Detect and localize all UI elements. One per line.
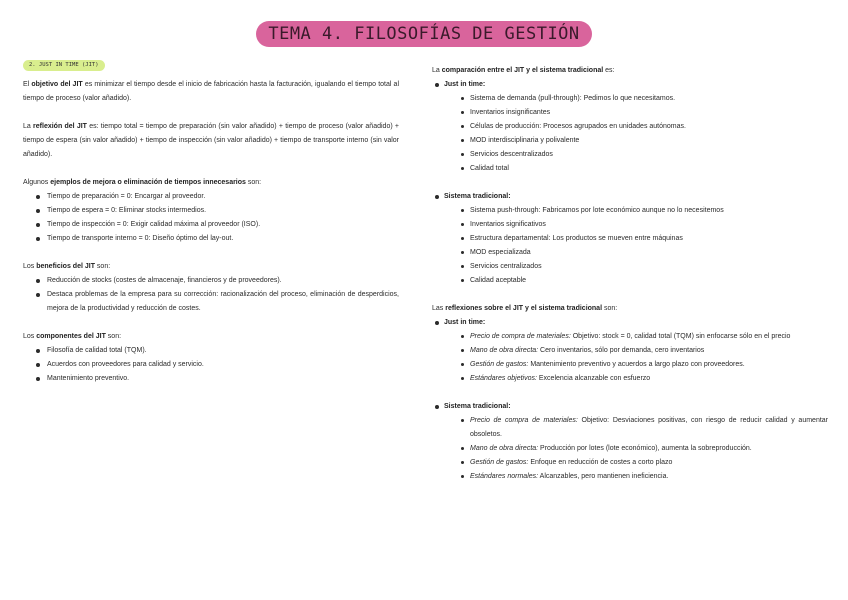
list-item: Células de producción: Procesos agrupados en unidades autónomas. bbox=[458, 120, 828, 134]
list-item: Gestión de gastos: Mantenimiento preventivo y acuerdos a largo plazo con proveedores. bbox=[458, 358, 828, 372]
list-item: Servicios descentralizados bbox=[458, 148, 828, 162]
jit-items bbox=[458, 92, 828, 176]
jit-label: Just in time: bbox=[444, 81, 486, 88]
list-item: Tiempo de transporte interno = 0: Diseño óptimo del lay-out. bbox=[23, 232, 399, 246]
comparison-intro: La comparación entre el JIT y el sistema tradicional es: bbox=[432, 67, 615, 74]
list-item: Acuerdos con proveedores para calidad y servicio. bbox=[23, 358, 399, 372]
right-column bbox=[432, 64, 828, 484]
traditional-list bbox=[432, 190, 828, 288]
jit2-label: Just in time: bbox=[444, 319, 486, 326]
list-item: Mano de obra directa: Cero inventarios, sólo por demanda, cero inventarios bbox=[458, 344, 828, 358]
list-item: Gestión de gastos: Enfoque en reducción de costes a corto plazo bbox=[458, 456, 828, 470]
trad2-items bbox=[458, 414, 828, 484]
list-item: MOD interdisciplinaria y polivalente bbox=[458, 134, 828, 148]
examples-intro: Algunos ejemplos de mejora o eliminación de tiempos innecesarios son: bbox=[23, 179, 262, 186]
list-item: Tiempo de inspección = 0: Exigir calidad máxima al proveedor (ISO). bbox=[23, 218, 399, 232]
list-item: Calidad total bbox=[458, 162, 828, 176]
list-item: Calidad aceptable bbox=[458, 274, 828, 288]
comparison-list bbox=[432, 78, 828, 176]
list-item: Sistema de demanda (pull-through): Pedimos lo que necesitamos. bbox=[458, 92, 828, 106]
trad2-label: Sistema tradicional: bbox=[444, 403, 511, 410]
section-tag: 2. JUST IN TIME (JIT) bbox=[23, 60, 105, 71]
traditional-label: Sistema tradicional: bbox=[444, 193, 511, 200]
title-wrapper bbox=[0, 21, 848, 47]
list-item: Servicios centralizados bbox=[458, 260, 828, 274]
jit2-items bbox=[458, 330, 828, 386]
benefits-list bbox=[23, 274, 399, 316]
list-item bbox=[432, 316, 828, 386]
list-item: Destaca problemas de la empresa para su corrección: racionalización del proceso, eliminación de desperdicios, mejora de la productividad y reducción de costes. bbox=[23, 288, 399, 316]
jit-reflection-paragraph: La reflexión del JIT es: tiempo total = tiempo de preparación (sin valor añadido) + tiempo de proceso (valor añadido) + tiempo de espera (sin valor añadido) + tiempo de inspección (sin valor añadido) + tiempo de transporte interno (sin valor añadido). bbox=[23, 123, 400, 158]
page-title: TEMA 4. FILOSOFÍAS DE GESTIÓN bbox=[256, 21, 591, 47]
jit-objective-paragraph: El objetivo del JIT es minimizar el tiempo desde el inicio de fabricación hasta la facturación, igualando el tiempo total al tiempo de proceso (valor añadido). bbox=[23, 81, 400, 102]
components-intro: Los componentes del JIT son: bbox=[23, 333, 122, 340]
list-item: Reducción de stocks (costes de almacenaje, financieros y de proveedores). bbox=[23, 274, 399, 288]
list-item bbox=[432, 78, 828, 176]
benefits-intro: Los beneficios del JIT son: bbox=[23, 263, 111, 270]
components-list bbox=[23, 344, 399, 386]
list-item: Estándares normales: Alcanzables, pero mantienen ineficiencia. bbox=[458, 470, 828, 484]
list-item: Tiempo de preparación = 0: Encargar al proveedor. bbox=[23, 190, 399, 204]
list-item: Sistema push-through: Fabricamos por lote económico aunque no lo necesitemos bbox=[458, 204, 828, 218]
list-item: Inventarios insignificantes bbox=[458, 106, 828, 120]
reflections-intro: Las reflexiones sobre el JIT y el sistema tradicional son: bbox=[432, 305, 618, 312]
list-item: Tiempo de espera = 0: Eliminar stocks intermedios. bbox=[23, 204, 399, 218]
list-item bbox=[432, 400, 828, 484]
list-item: Mano de obra directa: Producción por lotes (lote económico), aumenta la sobreproducción. bbox=[458, 442, 828, 456]
list-item bbox=[432, 190, 828, 288]
list-item: Estándares objetivos: Excelencia alcanzable con esfuerzo bbox=[458, 372, 828, 386]
list-item: Precio de compra de materiales: Objetivo: stock = 0, calidad total (TQM) sin enfocarse sólo en el precio bbox=[458, 330, 828, 344]
list-item: Inventarios significativos bbox=[458, 218, 828, 232]
section-tag-row bbox=[23, 58, 399, 72]
reflections-jit-list bbox=[432, 316, 828, 386]
left-column bbox=[23, 58, 399, 386]
examples-list bbox=[23, 190, 399, 246]
list-item: Mantenimiento preventivo. bbox=[23, 372, 399, 386]
traditional-items bbox=[458, 204, 828, 288]
list-item: Precio de compra de materiales: Objetivo: Desviaciones positivas, con riesgo de reducir calidad y aumentar obsoletos. bbox=[458, 414, 828, 442]
list-item: MOD especializada bbox=[458, 246, 828, 260]
list-item: Estructura departamental: Los productos se mueven entre máquinas bbox=[458, 232, 828, 246]
reflections-traditional-list bbox=[432, 400, 828, 484]
list-item: Filosofía de calidad total (TQM). bbox=[23, 344, 399, 358]
